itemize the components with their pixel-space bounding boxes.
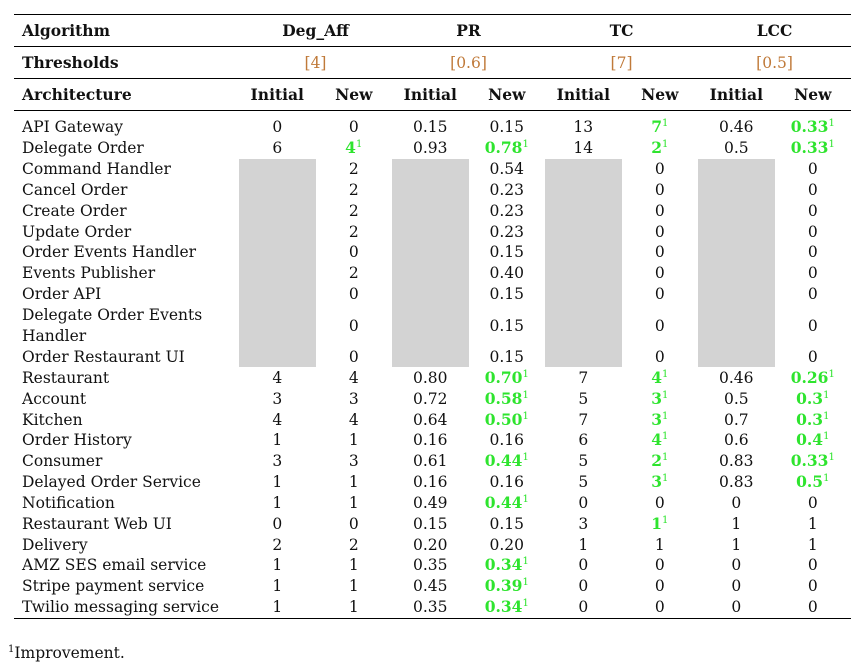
lcc-new-cell: 0 [807,201,818,220]
improvement-mark: 1 [522,139,529,151]
initial-header: Initial [698,79,775,111]
lcc-initial-cell: 1 [731,535,742,554]
initial-header: Initial [392,79,469,111]
improved-value [796,472,829,491]
deg-aff-initial-cell: 1 [272,473,283,492]
pr-new-cell: 0.15 [489,348,525,367]
tc-new-cell: 0 [654,556,665,575]
pr-new-cell: 0.16 [489,473,525,492]
not-applicable-cell [698,159,775,368]
value: 0.58 [484,388,523,408]
lcc-new-cell: 0 [807,243,818,262]
threshold-pr: [0.6] [392,47,545,79]
deg-aff-new-cell: 2 [348,180,359,199]
pr-new-cell: 0.23 [489,180,525,199]
improved-value [651,368,668,387]
tc-new-cell: 0 [654,243,665,262]
pr-new-cell: 0.23 [489,201,525,220]
improvement-mark: 1 [522,410,529,422]
lcc-new-cell: 0 [807,222,818,241]
lcc-initial-cell: 0.5 [723,389,749,408]
improved-value [485,389,529,408]
deg-aff-initial-cell: 1 [239,597,316,618]
not-applicable-cell [545,159,622,368]
table-row [14,430,851,451]
pr-initial-cell: 0.35 [392,597,469,618]
lcc-new-cell: 0 [807,556,818,575]
table-row [14,138,851,159]
deg-aff-initial-cell: 2 [272,535,283,554]
footnote-text: Improvement. [14,644,125,662]
deg-aff-new-cell: 2 [348,160,359,179]
pr-initial-cell: 0.45 [413,577,448,596]
value: 4 [651,367,662,387]
architecture-name: AMZ SES email service [22,556,207,575]
lcc-new-cell: 0 [807,577,818,596]
new-header: New [775,79,852,111]
tc-new-cell [622,388,699,409]
deg-aff-new-cell: 4 [348,368,359,387]
improvement-mark: 1 [661,118,669,130]
value: 0.5 [796,472,824,492]
deg-aff-new-cell [316,138,393,159]
pr-initial-cell: 0.64 [413,410,448,429]
architecture-name: Delayed Order Service [22,473,201,492]
tc-initial-cell: 0 [545,597,622,618]
value: 4 [345,138,356,158]
table-row [14,555,851,576]
pr-new-cell: 0.54 [489,160,525,179]
architecture-name: Restaurant Web UI [22,514,172,533]
deg-aff-new-cell: 2 [348,201,359,220]
table-row [14,159,851,180]
tc-initial-cell: 13 [573,118,594,137]
table-body [14,111,851,619]
lcc-initial-cell: 0.7 [723,410,749,429]
deg-aff-new-cell: 0 [348,118,359,137]
value: 1 [651,513,662,533]
architecture-name: Delivery [22,535,88,554]
improvement-mark: 1 [522,452,529,464]
deg-aff-new-cell: 2 [348,222,359,241]
value: 0.50 [484,409,523,429]
tc-new-cell [622,472,699,493]
improved-value [485,597,529,616]
value: 3 [651,409,662,429]
pr-initial-cell: 0.15 [413,514,448,533]
value: 0.44 [484,492,523,512]
lcc-new-cell [775,388,852,409]
architecture-name: Events Publisher [22,264,156,283]
improved-value [345,138,362,157]
improved-value [485,493,529,512]
tc-new-cell [622,367,699,388]
architecture-name: Create Order [22,201,127,220]
algorithm-deg-aff: Deg_Aff [239,15,392,47]
lcc-initial-cell: 0 [731,493,742,512]
pr-new-cell: 0.15 [489,285,525,304]
lcc-new-cell: 0 [807,285,818,304]
architecture-name: Order History [22,431,132,450]
deg-aff-new-cell: 2 [348,264,359,283]
new-header: New [469,79,546,111]
improved-value [485,138,529,157]
improved-value [651,117,668,136]
architecture-name: API Gateway [22,118,123,137]
improvement-mark: 1 [823,389,830,401]
pr-initial-cell: 0.16 [413,431,448,450]
architecture-name: Account [22,389,87,408]
threshold-tc: [7] [545,47,698,79]
lcc-new-cell [775,117,852,138]
deg-aff-new-cell: 1 [348,493,359,512]
architecture-name: Notification [22,493,115,512]
improvement-mark: 1 [661,389,669,401]
tc-new-cell [622,409,699,430]
tc-new-cell [622,513,699,534]
pr-initial-cell: 0.49 [413,493,448,512]
pr-new-cell [469,409,546,430]
improvement-mark: 1 [661,452,669,464]
pr-new-cell [469,493,546,514]
algorithm-header-row [14,15,851,47]
tc-new-cell: 0 [654,160,665,179]
pr-initial-cell: 0.61 [413,452,448,471]
value: 2 [651,138,662,158]
value: 0.78 [484,138,523,158]
value: 0.70 [484,367,523,387]
improvement-mark: 1 [355,139,363,151]
lcc-new-cell [775,409,852,430]
lcc-initial-cell: 0.5 [723,139,749,158]
footnote [8,644,125,662]
architecture-name: Kitchen [22,410,83,429]
deg-aff-new-cell: 2 [348,535,359,554]
architecture-name: Consumer [22,452,103,471]
results-table [14,14,851,619]
value: 3 [651,472,662,492]
pr-new-cell [469,555,546,576]
lcc-new-cell [775,430,852,451]
table-row [14,117,851,138]
improvement-mark: 1 [522,598,529,610]
new-header: New [622,79,699,111]
value: 0.44 [484,451,523,471]
threshold-lcc: [0.5] [698,47,851,79]
lcc-new-cell: 0 [807,316,818,335]
improved-value [485,555,529,574]
lcc-new-cell: 0 [807,348,818,367]
lcc-initial-cell: 0.6 [723,431,749,450]
lcc-new-cell: 0 [807,160,818,179]
tc-new-cell: 0 [654,493,665,512]
pr-initial-cell: 0.80 [413,368,448,387]
architecture-name: Restaurant [22,368,110,387]
pr-initial-cell: 0.16 [413,473,448,492]
improved-value [651,138,668,157]
improvement-mark: 1 [522,556,529,568]
lcc-new-cell: 0 [807,264,818,283]
architecture-header-row [14,79,851,111]
value: 0.4 [796,430,824,450]
improved-value [651,514,668,533]
improved-value [485,576,529,595]
table-row [14,472,851,493]
algorithm-pr: PR [392,15,545,47]
deg-aff-new-cell: 1 [348,431,359,450]
architecture-name: Delegate Order Events Handler [22,305,203,345]
architecture-name: Delegate Order [22,139,144,158]
pr-new-cell: 0.15 [489,243,525,262]
improvement-mark: 1 [522,368,529,380]
value: 2 [651,451,662,471]
deg-aff-new-cell: 3 [348,389,359,408]
deg-aff-new-cell: 1 [348,556,359,575]
tc-new-cell [622,451,699,472]
pr-initial-cell: 0.20 [413,535,448,554]
threshold-deg-aff: [4] [239,47,392,79]
pr-new-cell: 0.15 [489,514,525,533]
pr-new-cell [469,597,546,618]
improved-value [791,368,835,387]
value: 0.3 [796,409,824,429]
tc-initial-cell: 0 [578,493,589,512]
lcc-new-cell: 1 [807,514,818,533]
algorithm-tc: TC [545,15,698,47]
lcc-new-cell: 0 [807,180,818,199]
pr-initial-cell: 0.15 [413,118,448,137]
improved-value [651,389,668,408]
deg-aff-initial-cell: 3 [272,389,283,408]
table-row [14,409,851,430]
pr-new-cell [469,576,546,597]
deg-aff-initial-cell: 1 [272,577,283,596]
table-row [14,576,851,597]
lcc-initial-cell: 0.46 [719,118,754,137]
pr-new-cell: 0.23 [489,222,525,241]
deg-aff-initial-cell: 6 [272,139,283,158]
tc-initial-cell: 5 [578,452,589,471]
pr-new-cell [469,451,546,472]
improvement-mark: 1 [828,118,835,130]
lcc-initial-cell: 0 [731,577,742,596]
deg-aff-new-cell: 1 [348,473,359,492]
lcc-initial-cell: 0 [731,556,742,575]
improvement-mark: 1 [661,139,669,151]
algorithm-lcc: LCC [698,15,851,47]
initial-header: Initial [239,79,316,111]
improvement-mark: 1 [661,410,669,422]
pr-new-cell: 0.16 [489,431,525,450]
deg-aff-initial-cell: 1 [272,431,283,450]
table-row [14,534,851,555]
improved-value [485,368,529,387]
not-applicable-cell [239,159,316,368]
pr-new-cell: 0.20 [489,535,525,554]
table-row [14,367,851,388]
improved-value [791,451,835,470]
improvement-mark: 1 [522,493,529,505]
value: 3 [651,388,662,408]
value: 0.34 [484,555,523,575]
lcc-initial-cell: 0.83 [719,473,754,492]
pr-initial-cell: 0.35 [413,556,448,575]
deg-aff-initial-cell: 4 [272,410,283,429]
architecture-name: Stripe payment service [22,577,205,596]
architecture-name: Cancel Order [22,180,128,199]
tc-initial-cell: 5 [578,473,589,492]
lcc-new-cell [775,472,852,493]
value: 0.3 [796,388,824,408]
lcc-initial-cell: 0.83 [719,452,754,471]
deg-aff-initial-cell: 0 [272,118,283,137]
improved-value [796,410,829,429]
tc-new-cell: 1 [654,535,665,554]
deg-aff-initial-cell: 4 [272,368,283,387]
value: 0.26 [790,367,829,387]
initial-header: Initial [545,79,622,111]
improved-value [791,117,835,136]
deg-aff-new-cell: 0 [348,243,359,262]
table-row [14,513,851,534]
improvement-mark: 1 [828,139,835,151]
architecture-name: Order API [22,285,102,304]
value: 0.33 [790,117,829,137]
improved-value [791,138,835,157]
pr-new-cell: 0.40 [489,264,525,283]
tc-initial-cell: 0 [578,556,589,575]
value: 0.33 [790,451,829,471]
pr-initial-cell: 0.72 [413,389,448,408]
value: 0.39 [484,576,523,596]
table-row [14,451,851,472]
deg-aff-new-cell: 1 [316,597,393,618]
pr-initial-cell: 0.93 [413,139,448,158]
improvement-mark: 1 [661,514,669,526]
thresholds-label: Thresholds [14,47,239,79]
deg-aff-new-cell: 3 [348,452,359,471]
tc-initial-cell: 6 [578,431,589,450]
deg-aff-initial-cell: 3 [272,452,283,471]
deg-aff-new-cell: 0 [348,285,359,304]
tc-new-cell [622,117,699,138]
pr-new-cell [469,388,546,409]
improvement-mark: 1 [661,368,669,380]
improvement-mark: 1 [828,452,835,464]
footnote-mark: 1 [8,644,15,655]
tc-new-cell: 0 [622,597,699,618]
improvement-mark: 1 [522,577,529,589]
improvement-mark: 1 [823,431,830,443]
architecture-name: Command Handler [22,160,171,179]
deg-aff-new-cell: 0 [348,514,359,533]
algorithm-label: Algorithm [14,15,239,47]
improved-value [651,430,668,449]
improvement-mark: 1 [661,431,669,443]
tc-new-cell: 0 [654,264,665,283]
tc-initial-cell: 1 [578,535,589,554]
table-row [14,597,851,618]
deg-aff-initial-cell: 0 [272,514,283,533]
value: 7 [651,117,662,137]
pr-new-cell: 0.15 [489,316,525,335]
tc-initial-cell: 3 [578,514,589,533]
lcc-initial-cell: 0 [698,597,775,618]
improved-value [651,472,668,491]
deg-aff-initial-cell: 1 [272,556,283,575]
lcc-new-cell [775,367,852,388]
architecture-name: Twilio messaging service [14,597,239,618]
tc-initial-cell: 0 [578,577,589,596]
improved-value [651,410,668,429]
tc-initial-cell: 5 [578,389,589,408]
lcc-new-cell [775,138,852,159]
tc-new-cell: 0 [654,285,665,304]
improvement-mark: 1 [522,389,529,401]
not-applicable-cell [392,159,469,368]
lcc-new-cell [775,451,852,472]
tc-new-cell [622,138,699,159]
improved-value [796,389,829,408]
improvement-mark: 1 [823,473,830,485]
deg-aff-new-cell: 1 [348,577,359,596]
deg-aff-initial-cell: 1 [272,493,283,512]
architecture-name: Order Restaurant UI [22,348,185,367]
improvement-mark: 1 [828,368,835,380]
tc-new-cell: 0 [654,222,665,241]
architecture-label: Architecture [14,79,239,111]
tc-initial-cell: 7 [578,410,589,429]
value: 0.33 [790,138,829,158]
tc-new-cell: 0 [654,316,665,335]
pr-new-cell [469,367,546,388]
tc-new-cell [622,430,699,451]
deg-aff-new-cell: 0 [348,348,359,367]
improved-value [485,451,529,470]
improvement-mark: 1 [661,473,669,485]
deg-aff-new-cell: 0 [348,316,359,335]
lcc-initial-cell: 1 [731,514,742,533]
improved-value [651,451,668,470]
thresholds-row [14,47,851,79]
tc-new-cell: 0 [654,577,665,596]
table-row [14,493,851,514]
pr-new-cell [469,138,546,159]
deg-aff-new-cell: 4 [348,410,359,429]
lcc-new-cell: 0 [807,493,818,512]
lcc-new-cell: 0 [775,597,852,618]
new-header: New [316,79,393,111]
improvement-mark: 1 [823,410,830,422]
tc-new-cell: 0 [654,201,665,220]
table-row [14,388,851,409]
improved-value [485,410,529,429]
pr-new-cell: 0.15 [489,118,525,137]
tc-new-cell: 0 [654,348,665,367]
architecture-name: Update Order [22,222,132,241]
improved-value [796,430,829,449]
lcc-new-cell: 1 [807,535,818,554]
tc-new-cell: 0 [654,180,665,199]
value: 4 [651,430,662,450]
value: 0.34 [484,597,523,617]
architecture-name: Order Events Handler [22,243,197,262]
tc-initial-cell: 7 [578,368,589,387]
tc-initial-cell: 14 [573,139,594,158]
lcc-initial-cell: 0.46 [719,368,754,387]
